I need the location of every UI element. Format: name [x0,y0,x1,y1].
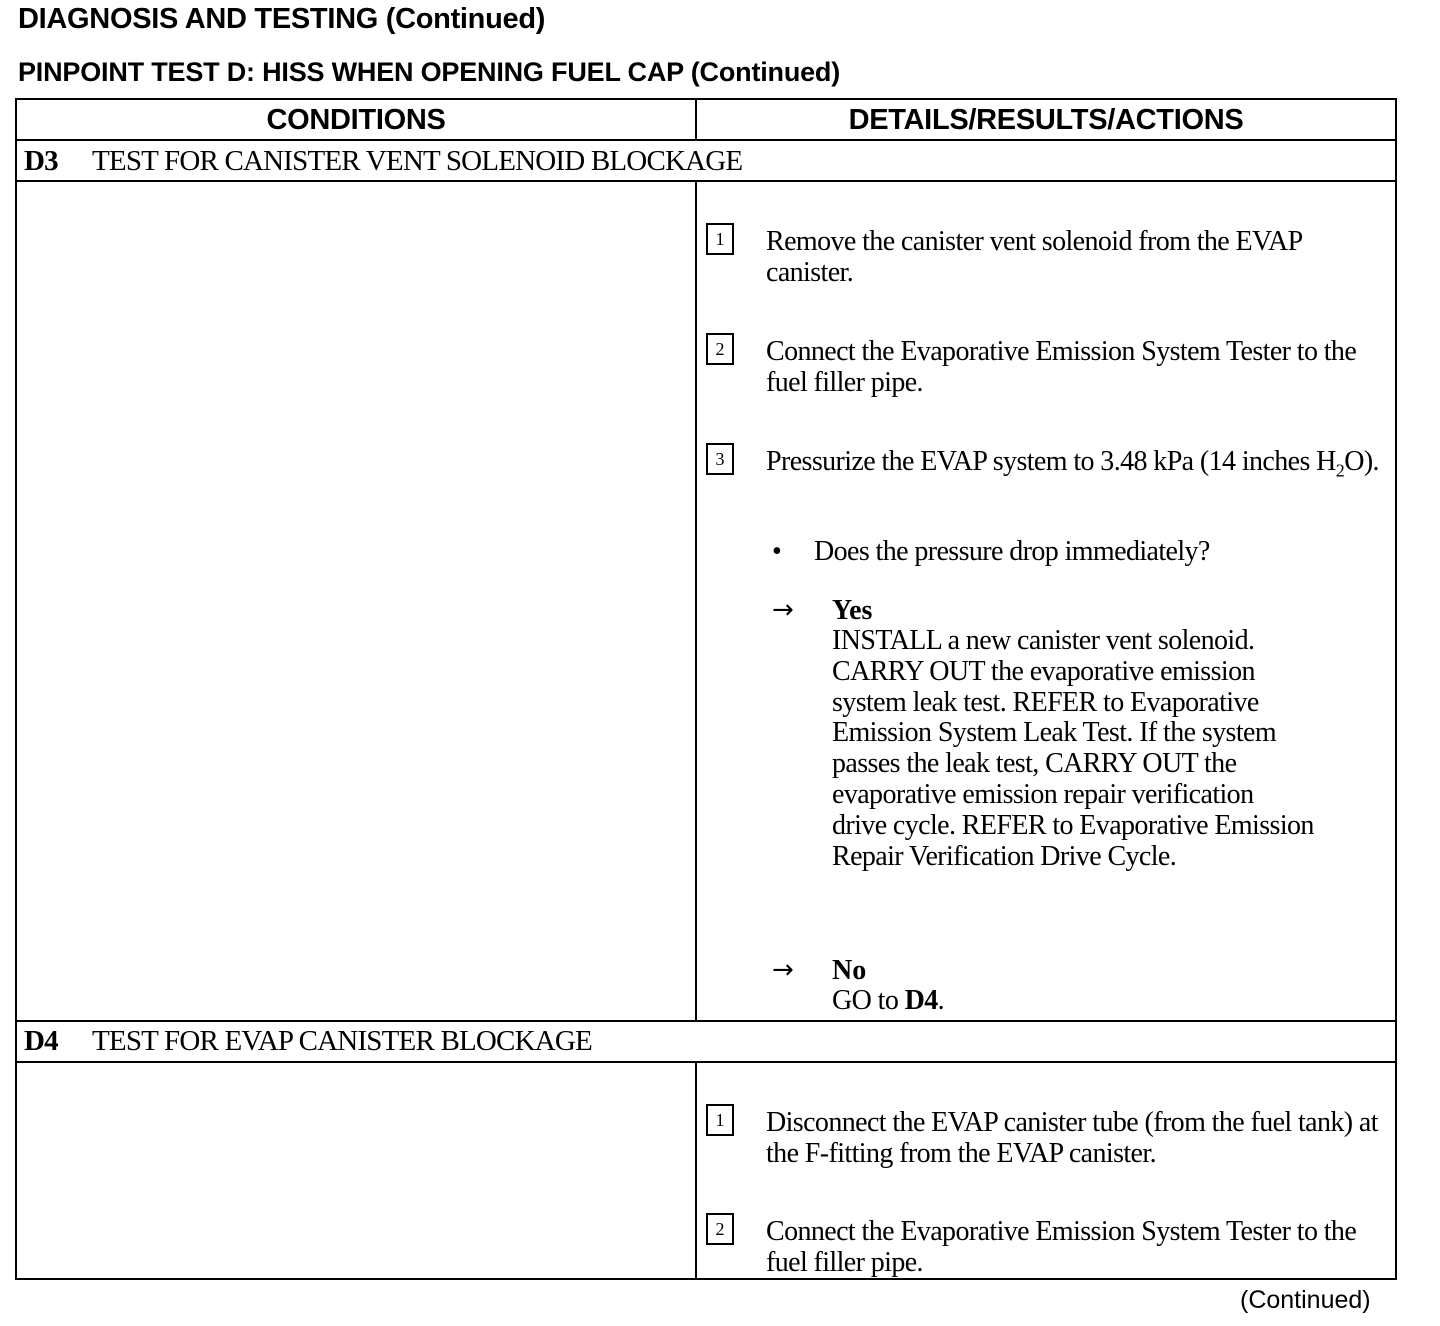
question-bullet [772,536,1210,567]
section-title: TEST FOR EVAP CANISTER BLOCKAGE [92,1025,592,1057]
step-text: Disconnect the EVAP canister tube (from the fuel tank) at the F-fitting from the EVAP canister. [766,1107,1378,1169]
step-text: Pressurize the EVAP system to 3.48 kPa (14 inches $H_2O$). [766,446,1379,481]
step-text: Connect the Evaporative Emission System Tester to the fuel filler pipe. [766,1216,1357,1278]
step-text: Connect the Evaporative Emission System Tester to the fuel filler pipe. [766,336,1357,398]
row-divider [15,1061,1397,1063]
step-number-box: 2 [706,1213,734,1245]
page-subtitle: PINPOINT TEST D: HISS WHEN OPENING FUEL CAP (Continued) [18,57,841,87]
result-text: INSTALL a new canister vent solenoid. CARRY OUT the evaporative emission system leak test. REFER to Evaporative Emission System Leak Test. If the system passes the leak test, CARRY OUT the evaporative emission repair verification drive cycle. REFER to Evaporative Emission Repair Verification Drive Cycle. [832,625,1314,872]
goto-step-link: D4 [904,985,938,1016]
result-text: GO to D4. [832,985,945,1016]
bullet-icon: • [772,536,782,567]
column-header-details: DETAILS/RESULTS/ACTIONS [848,104,1244,136]
continued-note: (Continued) [1240,1286,1371,1314]
column-header-conditions: CONDITIONS [266,104,446,136]
row-divider [15,1020,1397,1022]
result-label: No [832,955,867,986]
result-label: Yes [832,595,873,626]
step-number-box: 1 [706,223,734,255]
section-header-d3 [24,143,742,179]
row-divider [15,180,1397,182]
step-number-box: 3 [706,443,734,475]
arrow-right-icon: → [772,955,794,985]
section-id: D4 [24,1025,58,1057]
arrow-right-icon: → [772,595,794,625]
question-text: Does the pressure drop immediately? [814,536,1210,567]
section-id: D3 [24,145,58,177]
section-title: TEST FOR CANISTER VENT SOLENOID BLOCKAGE [92,145,743,177]
subscript: 2 [1335,460,1345,481]
section-header-d4 [24,1023,592,1059]
page-title: DIAGNOSIS AND TESTING (Continued) [18,3,546,35]
column-divider [695,180,697,1022]
step-number-box: 1 [706,1104,734,1136]
step-text: Remove the canister vent solenoid from the EVAP canister. [766,226,1302,288]
column-divider [695,1062,697,1280]
step-number-box: 2 [706,333,734,365]
